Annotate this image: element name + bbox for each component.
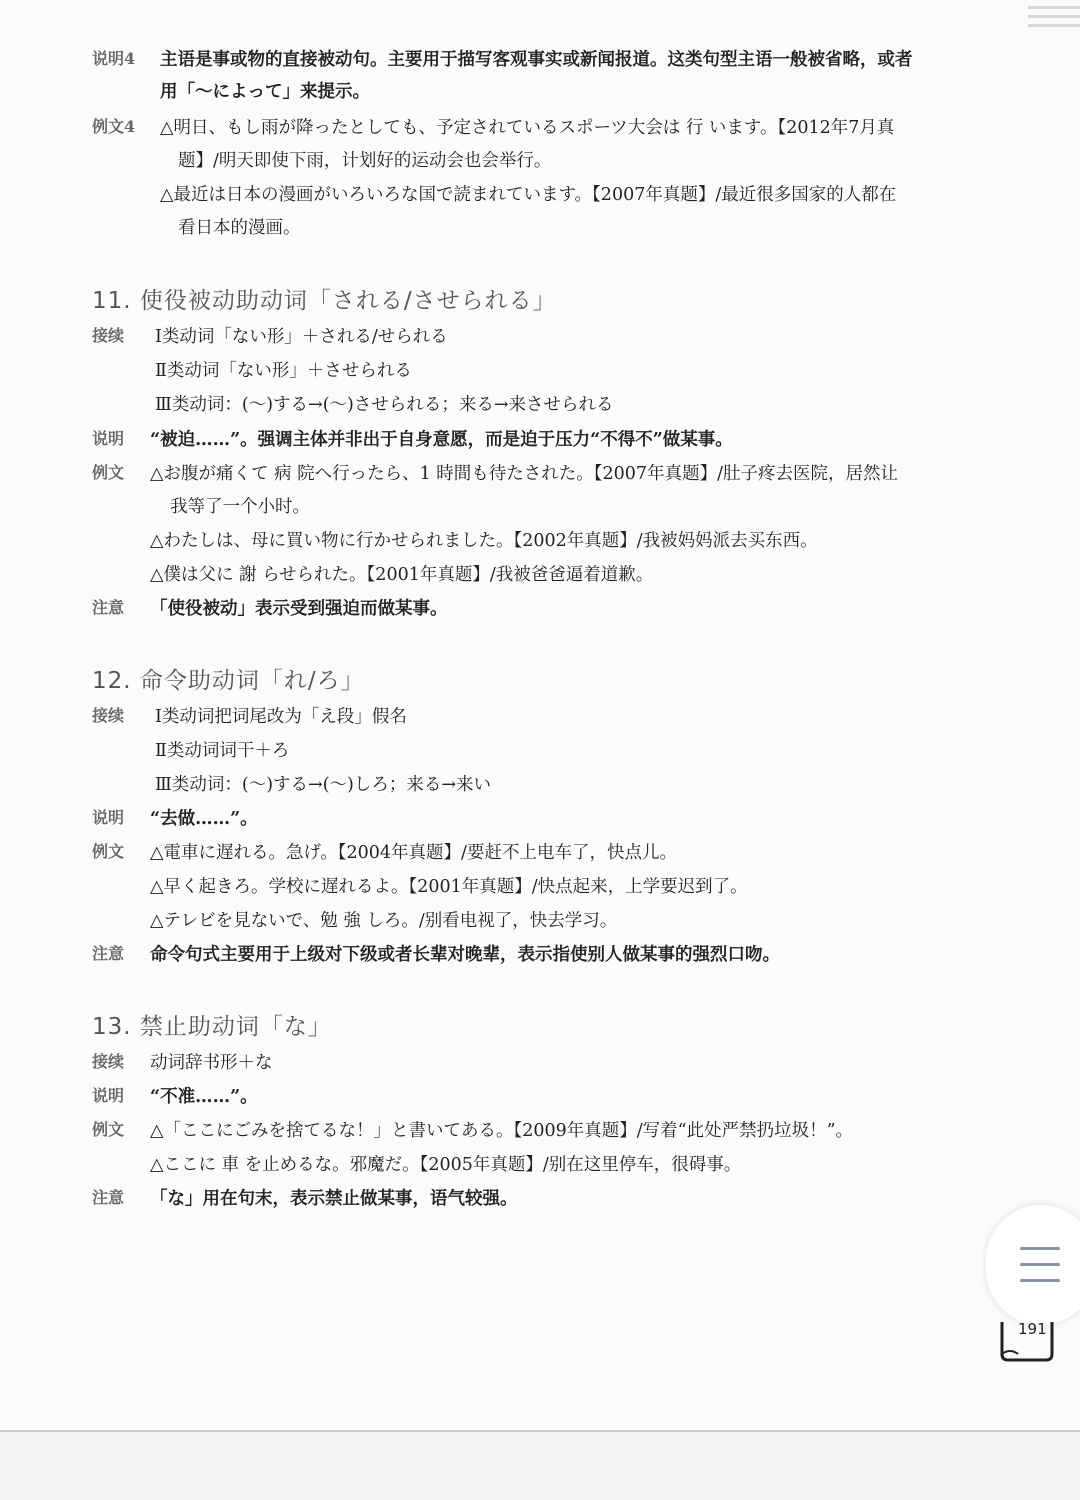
explain-text-4-line1: 主语是事或物的直接被动句。主要用于描写客观事实或新闻报道。这类句型主语一般被省略，或者: [160, 50, 913, 70]
section-11-title: 11. 使役被动助动词「される/させられる」: [92, 288, 557, 314]
s11-explain: “被迫……”。强调主体并非出于自身意愿，而是迫于压力“不得不”做某事。: [150, 430, 733, 450]
s12-note-label: 注意: [92, 944, 125, 963]
s12-example-3: △テレビを見ないで、勉 強 しろ。/别看电视了，快去学习。: [150, 911, 618, 931]
s11-note: 「使役被动」表示受到强迫而做某事。: [150, 599, 448, 619]
s11-connect-3: Ⅲ类动词：(～)する→(～)させられる；来る→来させられる: [155, 395, 614, 415]
menu-button[interactable]: [986, 1205, 1080, 1325]
s13-connect-label: 接续: [92, 1052, 125, 1071]
s11-example-1-line1: △お腹が痛くて 病 院へ行ったら、1 時間も待たされた。【2007年真题】/肚子疼去医院，居然让: [150, 464, 898, 484]
s12-connect-1: Ⅰ类动词把词尾改为「え段」假名: [155, 707, 407, 727]
s12-example-2: △早く起きろ。学校に遅れるよ。【2001年真题】/快点起来，上学要迟到了。: [150, 877, 748, 897]
hamburger-menu-icon: [1020, 1247, 1060, 1250]
s12-explain-label: 说明: [92, 808, 125, 827]
s11-example-1-line2: 我等了一个小时。: [170, 497, 310, 517]
section-13-title: 13. 禁止助动词「な」: [92, 1014, 332, 1040]
s12-connect-label: 接续: [92, 706, 125, 725]
s11-example-2: △わたしは、母に買い物に行かせられました。【2002年真题】/我被妈妈派去买东西。: [150, 531, 818, 551]
s13-note-label: 注意: [92, 1188, 125, 1207]
s11-example-label: 例文: [92, 463, 125, 482]
s11-connect-1: Ⅰ类动词「ない形」＋される/せられる: [155, 327, 448, 347]
page-number: [996, 1318, 1054, 1364]
explain-label-4: 说明4: [92, 49, 136, 68]
s12-connect-2: Ⅱ类动词词干＋ろ: [155, 741, 290, 761]
s13-example-1: △「ここにごみを捨てるな！」と書いてある。【2009年真题】/写着“此处严禁扔垃圾！”。: [150, 1121, 854, 1141]
explain-text-4-line2: 用「～によって」来提示。: [160, 82, 370, 102]
s13-example-label: 例文: [92, 1120, 125, 1139]
example-label-4: 例文4: [92, 117, 136, 136]
prev-example-1-line2: 题】/明天即使下雨，计划好的运动会也会举行。: [178, 151, 552, 171]
s12-explain: “去做……”。: [150, 809, 258, 829]
s11-note-label: 注意: [92, 598, 125, 617]
s13-explain: “不准……”。: [150, 1087, 258, 1107]
prev-example-2-line1: △最近は日本の漫画がいろいろな国で読まれています。【2007年真题】/最近很多国家的人都在: [160, 185, 897, 205]
s13-connect: 动词辞书形＋な: [150, 1053, 273, 1073]
page-corner-decoration: [1028, 0, 1080, 27]
page-bottom-edge: [0, 1430, 1080, 1432]
s13-example-2: △ここに 車 を止めるな。邪魔だ。【2005年真题】/别在这里停车，很碍事。: [150, 1155, 742, 1175]
s13-explain-label: 说明: [92, 1086, 125, 1105]
s12-note: 命令句式主要用于上级对下级或者长辈对晚辈，表示指使别人做某事的强烈口吻。: [150, 945, 780, 965]
s11-connect-2: Ⅱ类动词「ない形」＋させられる: [155, 361, 412, 381]
s11-explain-label: 说明: [92, 429, 125, 448]
prev-example-1-line1: △明日、もし雨が降ったとしても、予定されているスポーツ大会は 行 います。【2012年7月真: [160, 118, 895, 138]
s11-connect-label: 接续: [92, 326, 125, 345]
s12-example-label: 例文: [92, 842, 125, 861]
section-12-title: 12. 命令助动词「れ/ろ」: [92, 668, 365, 694]
s13-note: 「な」用在句末，表示禁止做某事，语气较强。: [150, 1189, 518, 1209]
s12-connect-3: Ⅲ类动词：(～)する→(～)しろ；来る→来い: [155, 775, 492, 795]
s11-example-3: △僕は父に 謝 らせられた。【2001年真题】/我被爸爸逼着道歉。: [150, 565, 654, 585]
s12-example-1: △電車に遅れる。急げ。【2004年真题】/要赶不上电车了，快点儿。: [150, 843, 677, 863]
prev-example-2-line2: 看日本的漫画。: [178, 218, 301, 238]
page-number-text: 191: [1018, 1320, 1047, 1338]
